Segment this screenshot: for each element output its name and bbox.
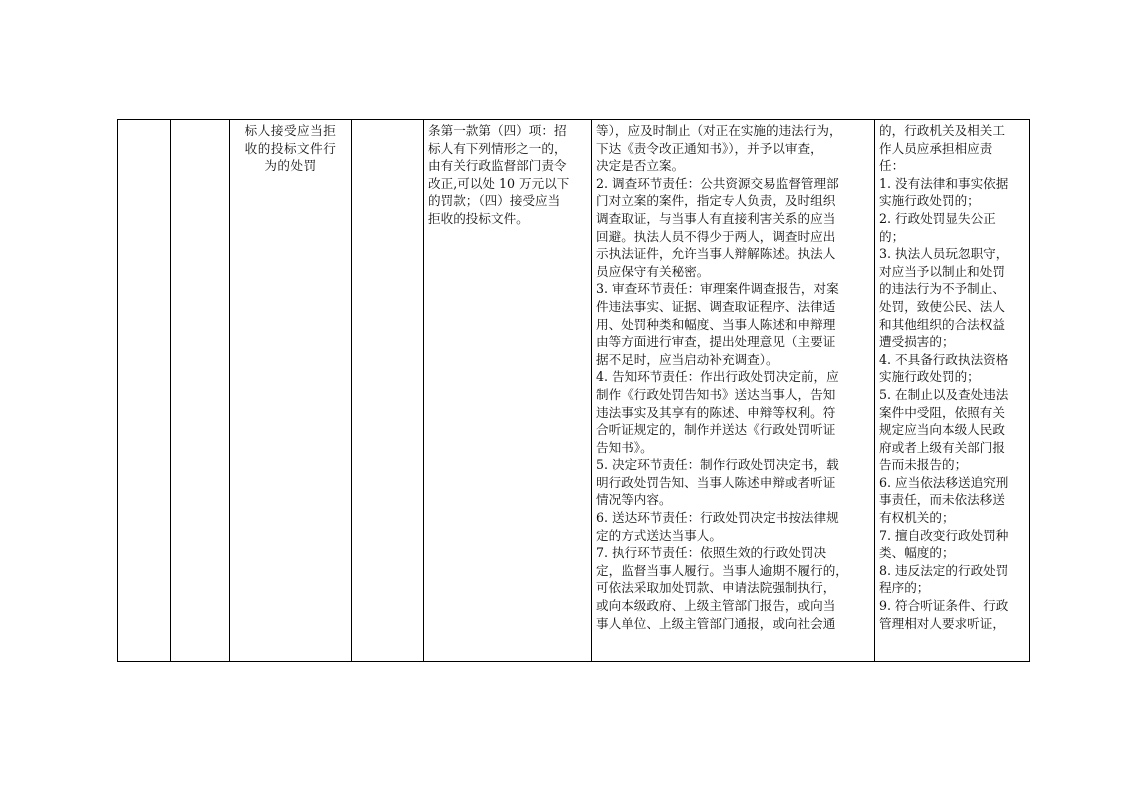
legal-basis-line: 改正,可以处 10 万元以下 bbox=[428, 175, 570, 191]
responsibility-line: 3. 审查环节责任：审理案件调查报告，对案 bbox=[596, 281, 839, 297]
responsibility-line: 定，监督当事人履行。当事人逾期不履行的， bbox=[596, 562, 848, 578]
responsibility-line: 据不足时，应当启动补充调查）。 bbox=[596, 351, 779, 367]
responsibility-line: 用、处罚种类和幅度、当事人陈述和申辩理 bbox=[596, 316, 836, 332]
accountability-line: 告而未报告的； bbox=[879, 457, 968, 473]
accountability-line: 9. 符合听证条件、行政 bbox=[879, 598, 1009, 614]
accountability-line: 的，行政机关及相关工 bbox=[879, 123, 1005, 138]
responsibility-line: 件违法事实、证据、调查取证程序、法律适 bbox=[596, 298, 836, 314]
accountability-line: 事责任，而未依法移送 bbox=[879, 492, 1005, 508]
accountability-line: 府或者上级有关部门报 bbox=[879, 439, 1005, 455]
responsibility-line: 6. 送达环节责任：行政处罚决定书按法律规 bbox=[596, 510, 839, 526]
accountability-line: 6. 应当依法移送追究刑 bbox=[879, 474, 1009, 490]
accountability-line: 案件中受阻，依照有关 bbox=[879, 404, 1005, 420]
responsibility-line: 员应保守有关秘密。 bbox=[596, 263, 710, 279]
responsibility-line: 情况等内容。 bbox=[596, 492, 672, 508]
responsibility-line: 由等方面进行审查，提出处理意见（主要证 bbox=[596, 334, 836, 350]
accountability-line: 3. 执法人员玩忽职守， bbox=[879, 246, 1009, 262]
accountability-line: 有权机关的； bbox=[879, 510, 955, 526]
responsibility-line: 回避。执法人员不得少于两人，调查时应出 bbox=[596, 228, 836, 244]
legal-basis-line: 标人有下列情形之一的， bbox=[428, 140, 567, 156]
responsibility-table bbox=[117, 119, 1030, 662]
accountability-line: 对应当予以制止和处罚 bbox=[879, 263, 1005, 279]
responsibility-line: 下达《责令改正通知书》），并予以审查， bbox=[596, 140, 823, 156]
responsibility-line: 7. 执行环节责任：依照生效的行政处罚决 bbox=[596, 545, 827, 561]
sub-item-cell bbox=[352, 120, 424, 662]
accountability-line: 类、幅度的； bbox=[879, 545, 955, 561]
responsibility-line: 违法事实及其享有的陈述、申辩等权利。符 bbox=[596, 404, 836, 420]
legal-basis-cell bbox=[424, 120, 592, 662]
responsibility-line: 或向本级政府、上级主管部门报告，或向当 bbox=[596, 598, 836, 614]
accountability-line: 规定应当向本级人民政 bbox=[879, 422, 1005, 438]
responsibility-cell bbox=[592, 120, 875, 662]
accountability-line: 7. 擅自改变行政处罚种 bbox=[879, 527, 1009, 543]
accountability-line: 管理相对人要求听证， bbox=[879, 615, 1005, 631]
responsibility-line: 明行政处罚告知、当事人陈述申辩或者听证 bbox=[596, 474, 836, 490]
responsibility-line: 2. 调查环节责任：公共资源交易监督管理部 bbox=[596, 175, 839, 191]
category-cell bbox=[171, 120, 230, 662]
item-name-line: 为的处罚 bbox=[264, 158, 317, 174]
accountability-line: 8. 违反法定的行政处罚 bbox=[879, 562, 1009, 578]
responsibility-line: 合听证规定的，制作并送达《行政处罚听证 bbox=[596, 422, 836, 438]
accountability-line: 2. 行政处罚显失公正 bbox=[879, 210, 996, 226]
responsibility-line: 决定是否立案。 bbox=[596, 158, 685, 174]
legal-basis-line: 的罚款；（四）接受应当 bbox=[428, 193, 561, 209]
accountability-line: 遭受损害的； bbox=[879, 334, 955, 350]
accountability-line: 和其他组织的合法权益 bbox=[879, 316, 1005, 332]
item-name-line: 收的投标文件行 bbox=[244, 140, 337, 156]
responsibility-line: 制作《行政处罚告知书》送达当事人，告知 bbox=[596, 386, 836, 402]
accountability-line: 实施行政处罚的； bbox=[879, 193, 980, 209]
responsibility-line: 门对立案的案件，指定专人负责，及时组织 bbox=[596, 193, 836, 209]
accountability-line: 的违法行为不予制止、 bbox=[879, 281, 1005, 297]
accountability-line: 实施行政处罚的； bbox=[879, 369, 980, 385]
responsibility-line: 调查取证，与当事人有直接利害关系的应当 bbox=[596, 210, 836, 226]
legal-basis-line: 由有关行政监督部门责令 bbox=[428, 158, 567, 174]
responsibility-line: 定的方式送达当事人。 bbox=[596, 527, 722, 543]
responsibility-line: 5. 决定环节责任：制作行政处罚决定书，载 bbox=[596, 457, 839, 473]
accountability-line: 作人员应承担相应责 bbox=[879, 140, 993, 156]
accountability-line: 处罚，致使公民、法人 bbox=[879, 298, 1005, 314]
item-name-line: 标人接受应当拒 bbox=[244, 123, 337, 138]
responsibility-line: 示执法证件，允许当事人辩解陈述。执法人 bbox=[596, 246, 836, 262]
accountability-line: 4. 不具备行政执法资格 bbox=[879, 351, 1009, 367]
responsibility-line: 4. 告知环节责任：作出行政处罚决定前，应 bbox=[596, 369, 839, 385]
accountability-line: 任： bbox=[879, 158, 905, 174]
accountability-line: 5. 在制止以及查处违法 bbox=[879, 386, 1009, 402]
responsibility-line: 事人单位、上级主管部门通报，或向社会通 bbox=[596, 615, 836, 631]
accountability-cell bbox=[875, 120, 1030, 662]
responsibility-line: 等），应及时制止（对正在实施的违法行为， bbox=[596, 123, 842, 138]
responsibility-line: 可依法采取加处罚款、申请法院强制执行， bbox=[596, 580, 836, 596]
accountability-line: 1. 没有法律和事实依据 bbox=[879, 175, 1009, 191]
table-row bbox=[118, 120, 1030, 662]
responsibility-line: 告知书》。 bbox=[596, 439, 653, 455]
legal-basis-line: 条第一款第（四）项：招 bbox=[428, 123, 567, 138]
item-name-cell bbox=[230, 120, 352, 662]
index-cell bbox=[118, 120, 171, 662]
accountability-line: 的； bbox=[879, 228, 905, 244]
accountability-line: 程序的； bbox=[879, 580, 930, 596]
legal-basis-line: 拒收的投标文件。 bbox=[428, 210, 529, 226]
